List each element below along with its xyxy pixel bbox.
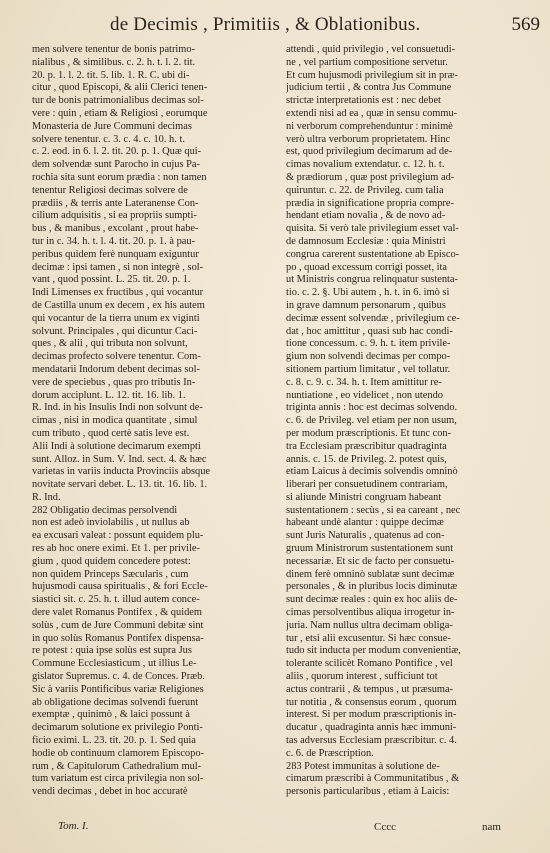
running-title: de Decimis , Primitiis , & Oblationibus.	[110, 14, 421, 35]
text-line: dere valet Romanus Pontifex , & quidem	[32, 607, 202, 619]
text-line: hujusmodi causa spiritualis , & fori Eccle-	[32, 581, 208, 593]
text-line: varietas in variis inducta Provinciis absque	[32, 466, 211, 478]
text-line: strictæ interpretationis est : nec debet	[286, 95, 441, 107]
text-line: & prædiorum , quæ post privilegium ad-	[286, 171, 455, 183]
text-line: liberari per consuetudinem contrariam,	[286, 479, 448, 491]
text-line: peribus quidem ferè nunquam exiguntur	[32, 248, 199, 260]
text-line: extendi nisi ad ea , quæ in sensu commu-	[286, 107, 458, 119]
text-line: ficio eximi. L. 23. tit. 20. p. 1. Sed quia	[32, 735, 196, 747]
text-line: R. Ind. in his Insulis Indi non solvunt de-	[32, 402, 203, 414]
text-line: aliis , quorum interest , sufficiunt tot	[286, 671, 438, 683]
text-line: men solvere tenentur de bonis patrimo-	[32, 44, 196, 55]
text-line: rum , & Capitulorum Cathedralium mul-	[32, 760, 202, 772]
text-line: tione concessum. c. 9. h. t. item privile-	[286, 338, 451, 350]
text-line: hendant etiam novalia , & de novo ad-	[286, 210, 446, 222]
right-column	[286, 44, 522, 799]
text-line: res ab hoc onere eximi. Et 1. per privile-	[32, 543, 200, 555]
text-line: vere de speciebus , quas pro tributis In-	[32, 376, 196, 388]
text-line: tur , etsi alii excusentur. Si hæc consue-	[286, 632, 451, 644]
text-line: tra Ecclesiam præscribitur quadraginta	[286, 440, 447, 452]
text-line: actus contrarii , & tempus , ut præsuma-	[286, 683, 454, 695]
text-line: gium non solvendi decimas per compo-	[286, 351, 451, 363]
text-line: hodie ob continuum clamorem Episcopo-	[32, 747, 204, 759]
text-line: si aliunde Ministri congruam habeant	[286, 491, 442, 503]
text-line: sitionem partium limitatur , vel tollatur.	[286, 363, 451, 375]
text-line: decimas profecto solvere tenentur. Com-	[32, 351, 201, 363]
text-line: rochia sita sunt eorum prædia : non tamen	[32, 171, 207, 183]
text-line: in quo solùs Romanus Pontifex dispensa-	[32, 632, 204, 644]
text-line: re potest : quia ipse solùs est supra Jus	[32, 645, 192, 657]
signature-mark: Cccc	[374, 821, 396, 833]
page-number: 569	[511, 14, 540, 35]
text-line: verò ultra verborum proprietatem. Hinc	[286, 133, 451, 145]
left-column	[32, 44, 264, 799]
text-line: solvere tenentur. c. 3. c. 4. c. 10. h. t.	[32, 133, 185, 145]
text-line: judicium tertii , & contra Jus Commune	[286, 82, 452, 94]
text-line: gium , quod quidem concedere potest:	[32, 555, 191, 567]
text-line: etiam Laicus à decimis solvendis omninò	[286, 466, 458, 478]
text-line: Commune Ecclesiasticum , ut illius Le-	[32, 658, 197, 670]
text-line: c. 6. de Præscription.	[286, 747, 374, 759]
text-line: est, quod privilegium decimarum ad de-	[286, 146, 453, 158]
text-line: ut Ministris congrua relinquatur sustenta-	[286, 274, 458, 286]
text-line: vendi decimas , debet in hoc accuratè	[32, 786, 188, 798]
page-header	[110, 12, 540, 40]
text-line: cum tributo , quod certè satis leve est.	[32, 427, 190, 439]
text-line: decimæ : ipsi tamen , si non integrè , sol-	[32, 261, 204, 273]
text-line: tio. c. 2. §. Ubi autem , h. t. in 6. imò si	[286, 287, 450, 299]
text-line: bus , & manibus , excolant , prout habe-	[32, 223, 199, 235]
text-line: dat , hoc amittitur , quasi sub hac condi-	[286, 325, 453, 337]
text-line: attendi , quid privilegio , vel consuetudi-	[286, 44, 456, 55]
text-line: interest. Si per modum præscriptionis in-	[286, 709, 457, 721]
text-line: nuntiatione , eo videlicet , non utendo	[286, 389, 443, 401]
text-line: tenentur Religiosi decimas solvere de	[32, 184, 188, 196]
text-line: juria. Nam nullus ultra decimam obliga-	[286, 619, 453, 631]
text-line: dem solvendæ sunt Parocho in cujus Pa-	[32, 159, 200, 171]
text-line: de Castilla unum ex decem , ex his autem	[32, 299, 205, 311]
text-line: prædia in significatione propria compre-	[286, 197, 454, 209]
text-line: ques , & alii , qui tributa non solvunt,	[32, 338, 188, 350]
text-line: cimas , nisi in modica quantitate , simul	[32, 415, 198, 427]
text-line: tolerante scilicèt Romano Pontifice , vel	[286, 658, 453, 670]
text-line: nialibus , & similibus. c. 2. h. t. l. 2. tit.	[32, 56, 196, 68]
text-line: per modum præscriptionis. Et tunc con-	[286, 427, 452, 439]
text-line: Et cum hujusmodi privilegium sit in præ-	[286, 69, 459, 81]
text-line: gislator Supremus. c. 4. de Conces. Præb.	[32, 671, 205, 683]
text-line: sustentationem : secùs , si ea careant , nec	[286, 504, 461, 516]
text-line: tur in c. 34. h. t. l. 4. tit. 20. p. 1. à pau-	[32, 235, 196, 247]
text-line: Indi Limenses ex fructibus , qui vocantur	[32, 287, 204, 299]
text-line: ducatur , quadraginta annis hæc immuni-	[286, 722, 457, 734]
text-line: Monasteria de Jure Communi decimas	[32, 120, 192, 132]
text-line: personis particularibus , etiam à Laicis:	[286, 786, 450, 798]
text-line: qui vocantur de la tierra unum ex viginti	[32, 312, 200, 324]
text-line: c. 8. c. 9. c. 34. h. t. Item amittitur re-	[286, 376, 442, 388]
text-line: 20. p. 1. l. 2. tit. 5. lib. 1. R. C. ubi di-	[32, 69, 190, 81]
text-line: annis. c. 15. de Privileg. 2. potest quis,	[286, 453, 447, 465]
text-line: tur notitia , & consensus eorum , quorum	[286, 696, 457, 708]
text-line: cilium adquisitis , si ea propriis sumpti-	[32, 210, 197, 222]
text-line: citur , quod Episcopi, & alii Clerici tenen-	[32, 82, 208, 94]
text-line: non est adeò inviolabilis , ut nullus ab	[32, 517, 190, 529]
text-line: 283 Potest immunitas à solutione de-	[286, 760, 440, 772]
text-line: cimas novalium extendatur. c. 12. h. t.	[286, 159, 445, 171]
text-line: siastici sit. c. 25. h. t. illud autem conce-	[32, 594, 200, 606]
text-line: ab obligatione decimas solvendi fuerunt	[32, 696, 199, 708]
text-line: tudo sit inducta per modum convenientiæ,	[286, 645, 461, 657]
text-line: sunt Juris Naturalis , quatenus ad con-	[286, 530, 445, 542]
text-line: mendatarii Indorum debent decimas sol-	[32, 363, 200, 375]
text-line: exemptæ , quinimò , & laici possunt à	[32, 709, 190, 721]
text-line: cimas persolventibus aliqua irrogetur in-	[286, 607, 455, 619]
text-line: sunt. Alloz. in Sum. V. Ind. sect. 4. & hæc	[32, 453, 207, 465]
text-line: decimæ essent solvendæ , privilegium ce-	[286, 312, 460, 324]
text-line: solùs , cum de Jure Communi debitæ sint	[32, 619, 204, 631]
text-line: triginta annis : hoc est decimas solvendo.	[286, 402, 458, 414]
text-line: dinem ferè omninò sublatæ sunt decimæ	[286, 568, 455, 580]
text-line: non quidem Princeps Sæcularis , cum	[32, 568, 189, 580]
text-line: de damnosum Ecclesiæ : quia Ministri	[286, 235, 446, 247]
text-line: tum variatum est circa privilegia non sol-	[32, 773, 204, 785]
text-line: congrua carerent sustentatione ab Episco-	[286, 248, 460, 260]
text-line: vere : quin , etiam & Religiosi , eorumque	[32, 107, 208, 119]
text-line: solvunt. Principales , qui dicuntur Caci-	[32, 325, 198, 337]
catchword: nam	[482, 821, 501, 833]
text-line: cimarum præscribi à Communitatibus , &	[286, 773, 460, 785]
text-line: ni verborum comprehenduntur : minimè	[286, 120, 453, 132]
text-line: habeant undè alantur : quippe decimæ	[286, 517, 444, 529]
text-line: R. Ind.	[32, 491, 61, 503]
text-line: vant , quod possint. L. 25. tit. 20. p. 1.	[32, 274, 191, 286]
text-line: personales , & in pluribus locis diminutæ	[286, 581, 458, 593]
text-line: quisita. Si verò tale privilegium esset val-	[286, 223, 459, 235]
text-line: ne , vel partium compositione servetur.	[286, 56, 448, 68]
text-line: 282 Obligatio decimas persolvendi	[32, 504, 178, 516]
volume-marker: Tom. I.	[58, 820, 89, 832]
text-line: novitate servari debet. L. 13. tit. 16. lib. 1.	[32, 479, 208, 491]
text-line: prædiis , & terris ante Lateranense Con-	[32, 197, 199, 209]
text-line: in grave damnum personarum , quibus	[286, 299, 446, 311]
text-line: gruum Ministrorum sustentationem sunt	[286, 543, 454, 555]
text-line: tas adversus Ecclesiam præscribitur. c. 4.	[286, 735, 457, 747]
text-line: c. 2. eod. in 6. l. 2. tit. 20. p. 1. Quæ qui-	[32, 146, 202, 158]
text-line: po , quoad excessum corrigi posset, ita	[286, 261, 448, 273]
text-line: tur de bonis patrimonialibus decimas sol-	[32, 95, 204, 107]
text-line: quiruntur. c. 22. de Privileg. cum talia	[286, 184, 444, 196]
text-line: dorum acciplunt. L. 12. tit. 16. lib. 1.	[32, 389, 186, 401]
text-line: Sic à variis Pontificibus variæ Religiones	[32, 683, 204, 695]
text-line: c. 6. de Privileg. vel etiam per non usum,	[286, 415, 457, 427]
text-line: decimarum solutione ex privilegio Ponti-	[32, 722, 203, 734]
text-line: ea excusari valeat : possunt equidem plu-	[32, 530, 204, 542]
text-line: Alii Indi à solutione decimarum exempti	[32, 440, 201, 452]
text-line: necessariæ. Et sic de facto per consuetu-	[286, 555, 455, 567]
text-line: sunt decimæ reales : quin ex hoc aliis de-	[286, 594, 458, 606]
